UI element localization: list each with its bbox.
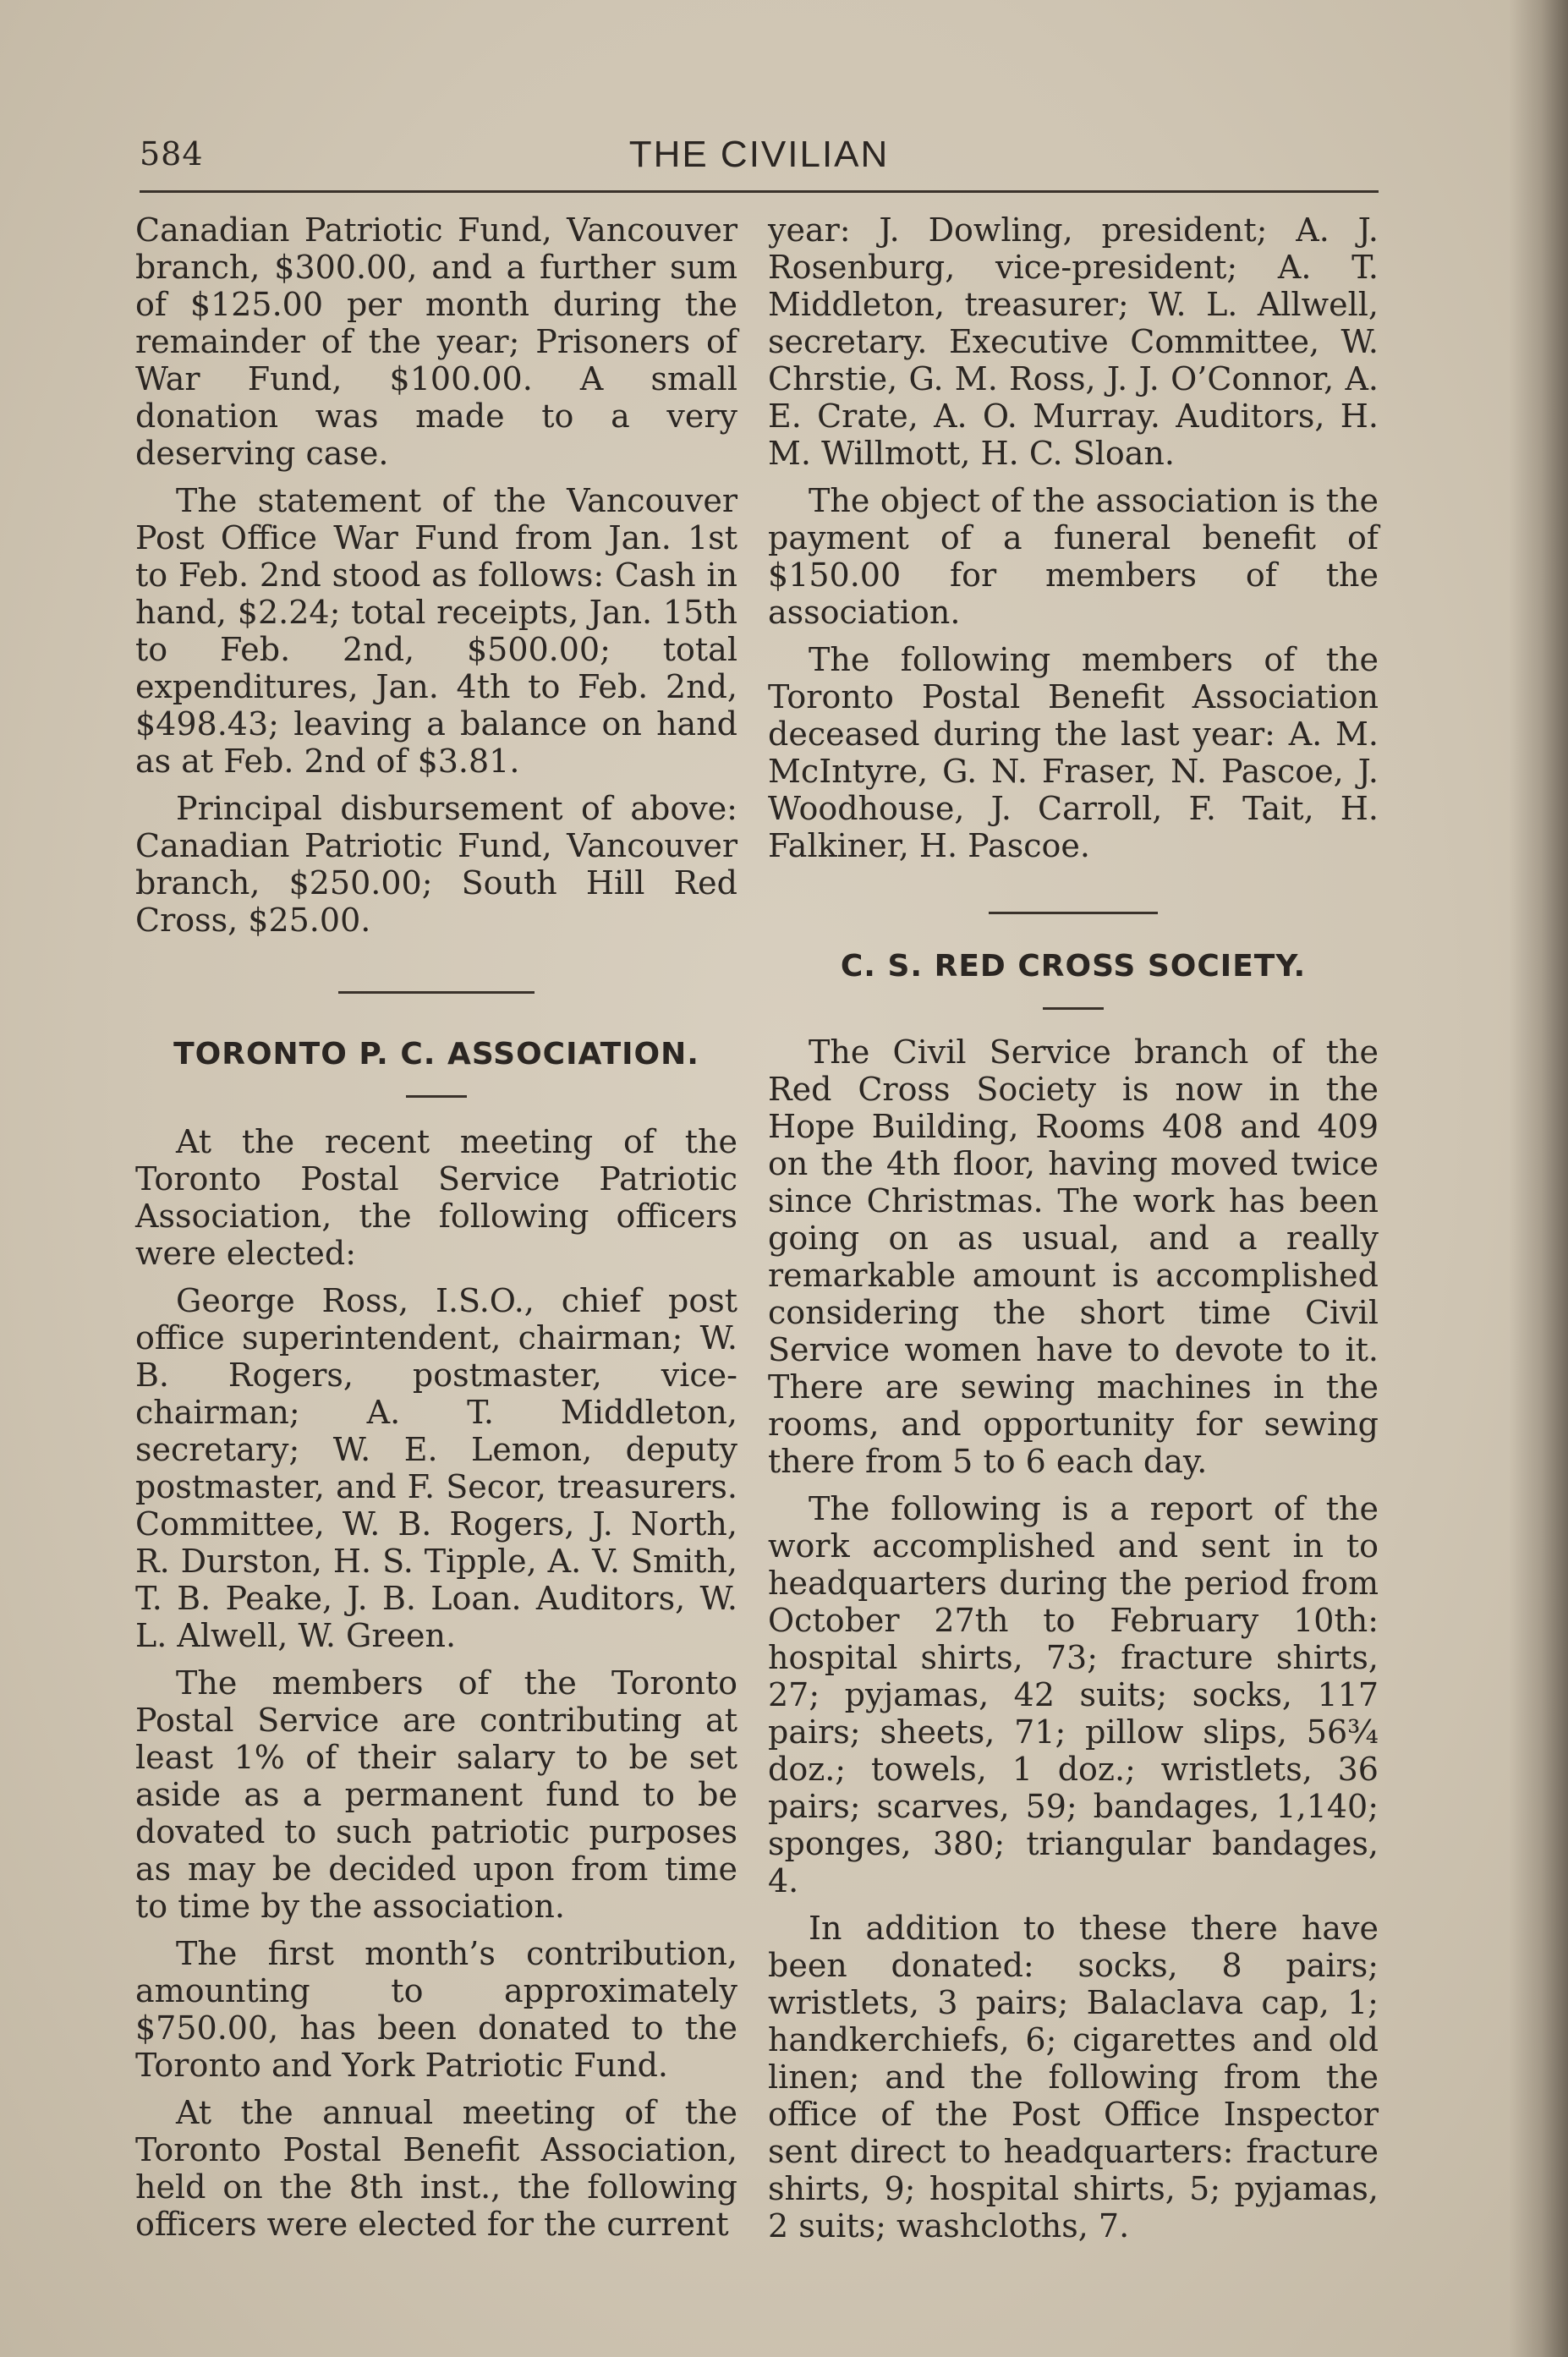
- header-rule: [140, 190, 1379, 193]
- section-heading: TORONTO P. C. ASSOCIATION.: [173, 1037, 699, 1072]
- paragraph: George Ross, I.S.O., chief post office superintendent, chairman; W. B. Rogers, postmaster, vice-chairman; A. T. Middleton, secretary; W. E. Lemon, deputy postmaster, and F. Secor, treasurers. Committee, W. B. Rogers, J. North, R. Durston, H. S. Tipple, A. V. Smith, T. B. Peake, J. B. Loan. Auditors, W. L. Alwell, W. Green.: [135, 1282, 737, 1654]
- paragraph: The first month’s contribution, amounting to approximately $750.00, has been donated to the Toronto and York Patriotic Fund.: [135, 1935, 737, 2084]
- paragraph: The Civil Service branch of the Red Cross Society is now in the Hope Building, Rooms 408 and 409 on the 4th floor, having moved twice since Christmas. The work has been going on as usual, and a really remarkable amount is accomplished considering the short time Civil Service women have to devote to it. There are sewing machines in the rooms, and opportunity for sewing there from 5 to 6 each day.: [768, 1033, 1379, 1480]
- paragraph: The members of the Toronto Postal Service are contributing at least 1% of their salary to be set aside as a permanent fund to be dovated to such patriotic purposes as may be decided upon from time to time by the association.: [135, 1664, 737, 1925]
- paragraph: At the annual meeting of the Toronto Postal Benefit Association, held on the 8th inst., the following officers were elected for the current: [135, 2094, 737, 2243]
- right-column: [768, 211, 1379, 2255]
- paragraph: The following is a report of the work accomplished and sent in to headquarters during the period from October 27th to February 10th: hospital shirts, 73; fracture shirts, 27; pyjamas, 42 suits; socks, 117 pairs; sheets, 71; pillow slips, 56¾ doz.; towels, 1 doz.; wristlets, 36 pairs; scarves, 59; bandages, 1,140; sponges, 380; triangular bandages, 4.: [768, 1490, 1379, 1899]
- paragraph: The statement of the Vancouver Post Office War Fund from Jan. 1st to Feb. 2nd stood as follows: Cash in hand, $2.24; total receipts, Jan. 15th to Feb. 2nd, $500.00; total expenditures, Jan. 4th to Feb. 2nd, $498.43; leaving a balance on hand as at Feb. 2nd of $3.81.: [135, 482, 737, 780]
- running-title: THE CIVILIAN: [628, 134, 890, 175]
- paragraph: year: J. Dowling, president; A. J. Rosenburg, vice-president; A. T. Middleton, treasurer; W. L. Allwell, secretary. Executive Committee, W. Chrstie, G. M. Ross, J. J. O’Connor, A. E. Crate, A. O. Murray. Auditors, H. M. Willmott, H. C. Sloan.: [768, 211, 1379, 472]
- page-number: 584: [140, 135, 204, 173]
- paragraph: The object of the association is the payment of a funeral benefit of $150.00 for members of the association.: [768, 482, 1379, 631]
- page-header: [140, 127, 1379, 186]
- paragraph: The following members of the Toronto Postal Benefit Association deceased during the last year: A. M. McIntyre, G. N. Fraser, N. Pascoe, J. Woodhouse, J. Carroll, F. Tait, H. Falkiner, H. Pascoe.: [768, 641, 1379, 864]
- left-column: [135, 211, 737, 2253]
- paragraph: Principal disbursement of above: Canadian Patriotic Fund, Vancouver branch, $250.00; South Hill Red Cross, $25.00.: [135, 790, 737, 939]
- paragraph: In addition to these there have been donated: socks, 8 pairs; wristlets, 3 pairs; Balaclava cap, 1; handkerchiefs, 6; cigarettes and old linen; and the following from the office of the Post Office Inspector sent direct to headquarters: fracture shirts, 9; hospital shirts, 5; pyjamas, 2 suits; washcloths, 7.: [768, 1910, 1379, 2245]
- paragraph: Canadian Patriotic Fund, Vancouver branch, $300.00, and a further sum of $125.00 per month during the remainder of the year; Prisoners of War Fund, $100.00. A small donation was made to a very deserving case.: [135, 211, 737, 472]
- paragraph: At the recent meeting of the Toronto Postal Service Patriotic Association, the following officers were elected:: [135, 1123, 737, 1272]
- section-heading: C. S. RED CROSS SOCIETY.: [840, 949, 1307, 984]
- page-spine-shadow: [1509, 0, 1568, 2357]
